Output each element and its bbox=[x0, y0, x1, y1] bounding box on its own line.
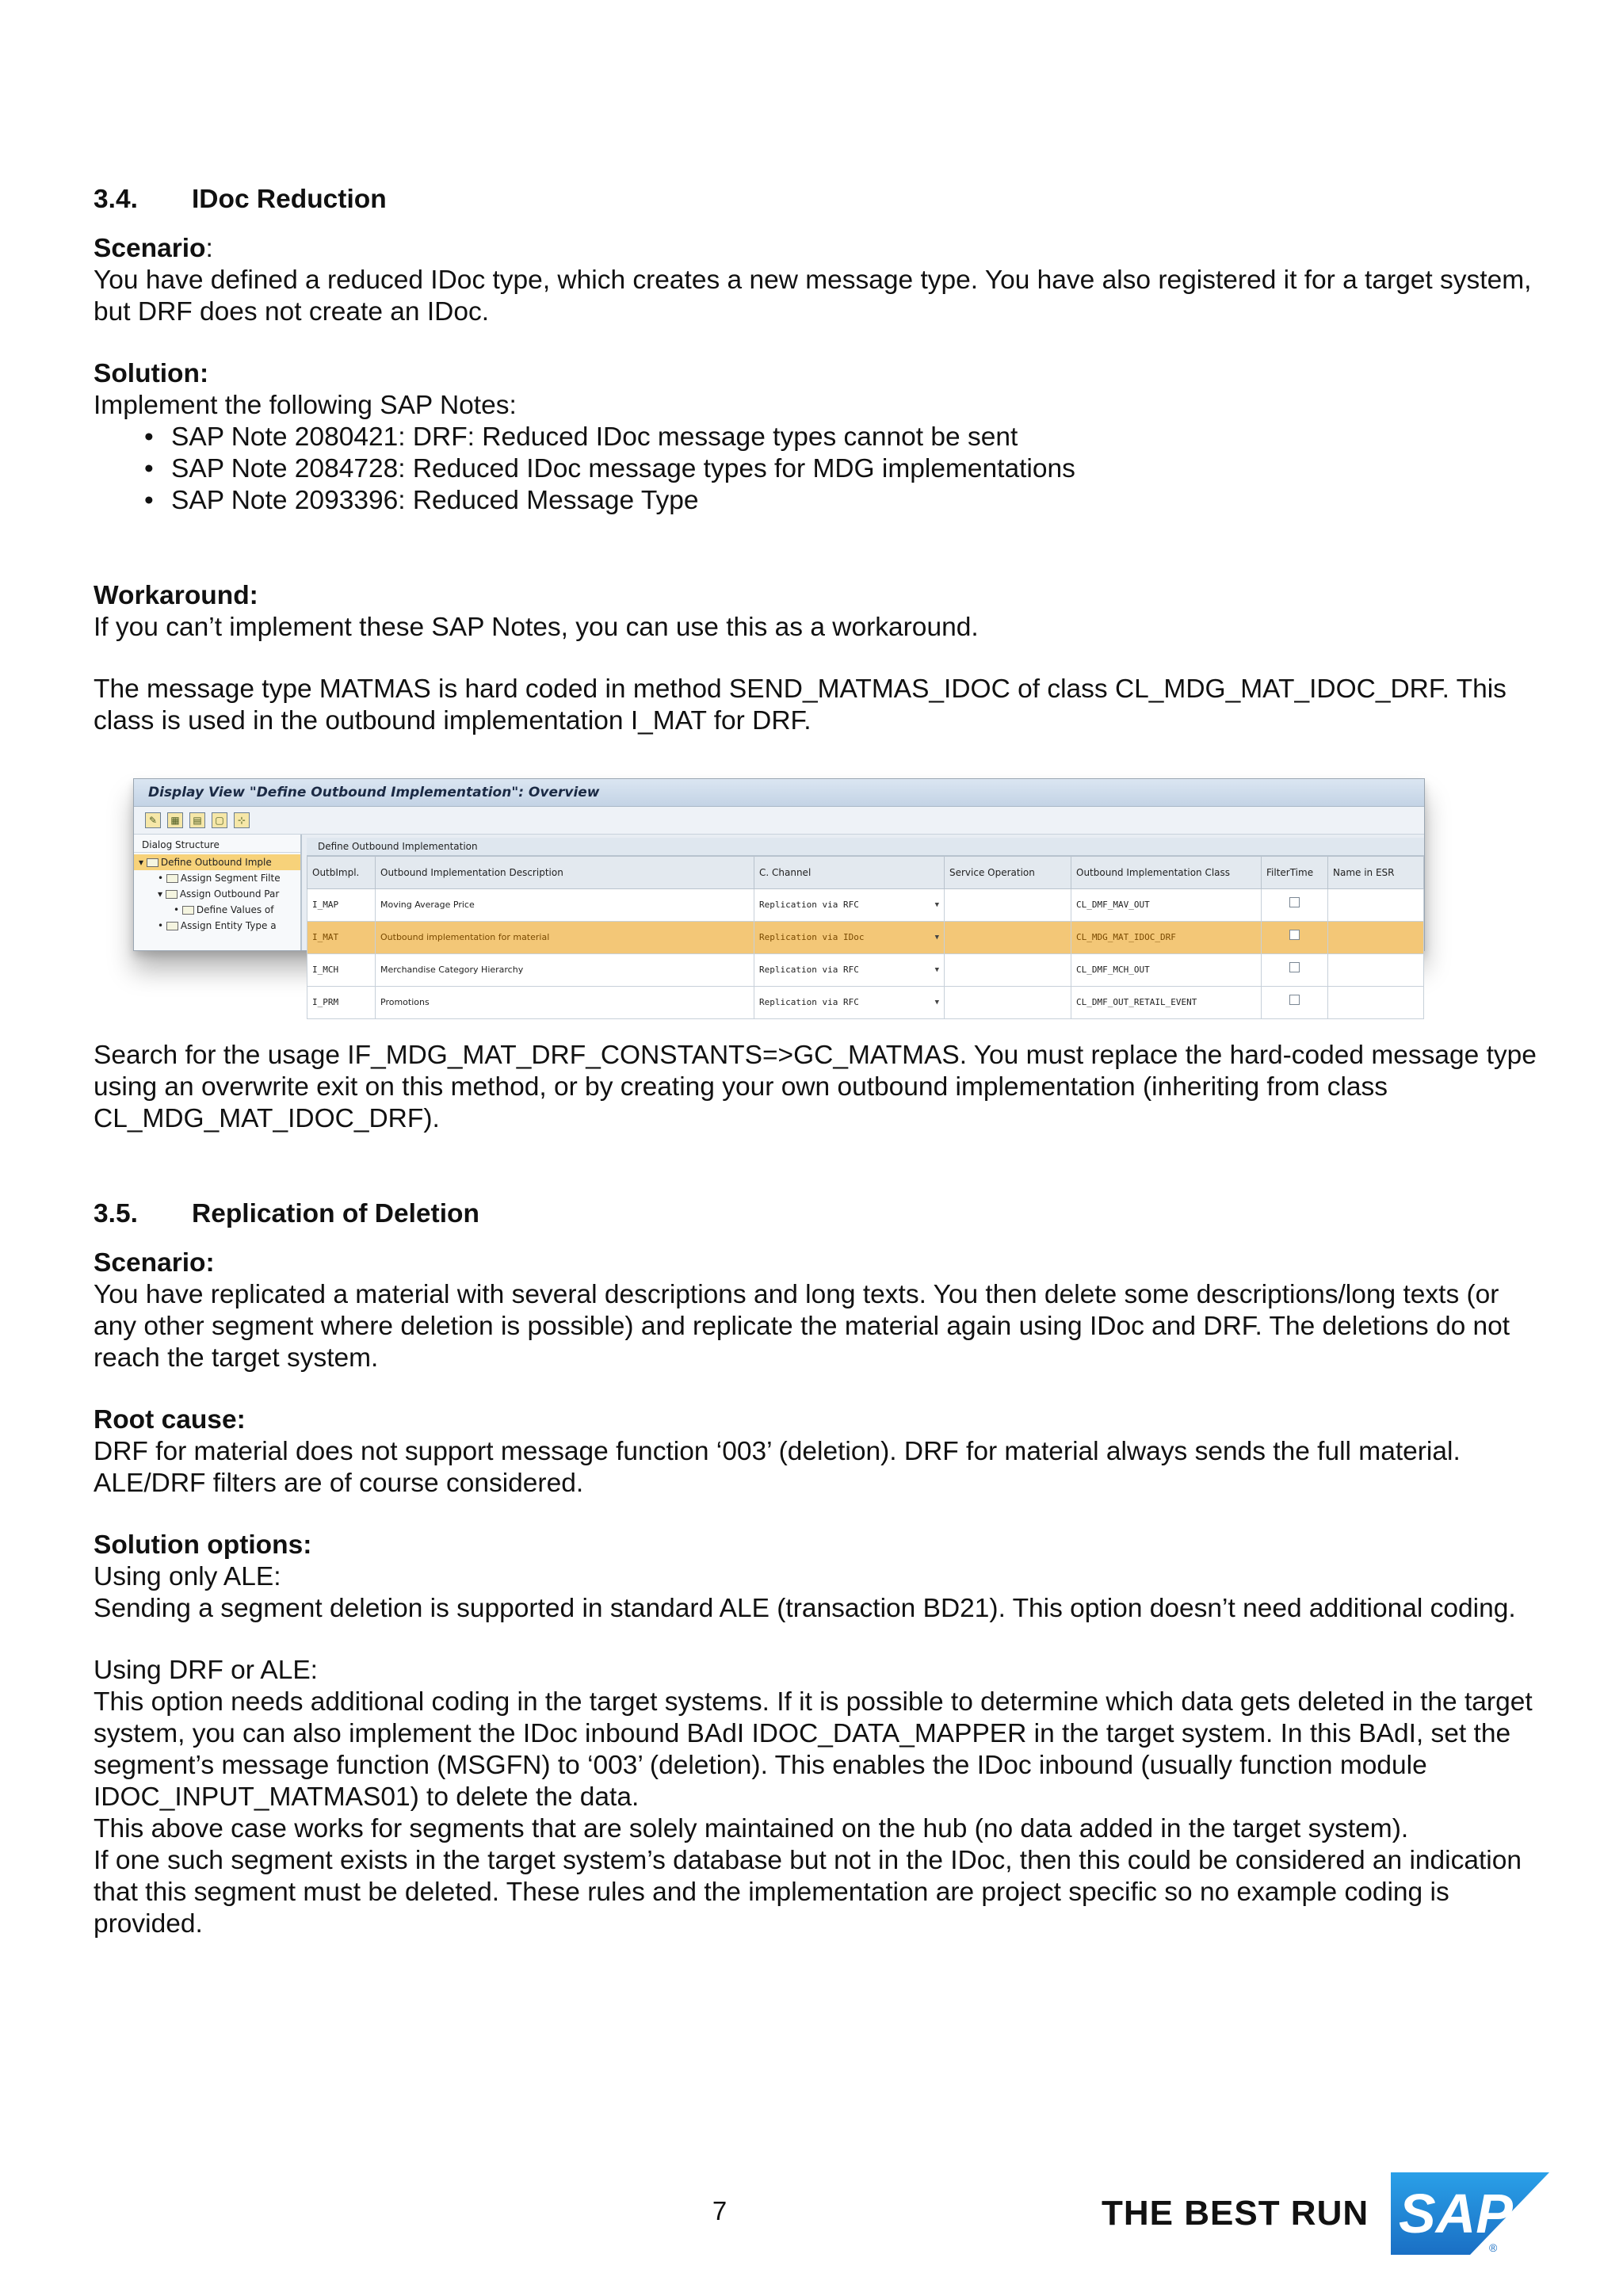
deselect-all-icon[interactable]: ▢ bbox=[212, 812, 227, 828]
workaround-text: If you can’t implement these SAP Notes, you can use this as a workaround. bbox=[94, 613, 979, 642]
tree-node[interactable]: • Define Values of bbox=[174, 904, 274, 915]
solution-options-label: Solution options: bbox=[94, 1530, 312, 1560]
select-block-icon[interactable]: ▤ bbox=[189, 812, 205, 828]
drf-option-title: Using DRF or ALE: bbox=[94, 1656, 318, 1685]
implementation-table bbox=[307, 856, 1424, 1019]
scenario-label: Scenario: bbox=[94, 1248, 215, 1278]
ale-option-title: Using only ALE: bbox=[94, 1562, 281, 1591]
section-title: IDoc Reduction bbox=[192, 185, 387, 214]
after-screenshot-text: Search for the usage IF_MDG_MAT_DRF_CONSTANTS=>GC_MATMAS. You must replace the hard-coded message type using an overwrite exit on this method, or by creating your own outbound implementation (inheriting from class CL_MDG_MAT_IDOC_DRF). bbox=[94, 1041, 1537, 1133]
list-item: • SAP Note 2080421: DRF: Reduced IDoc message types cannot be sent bbox=[94, 422, 1544, 453]
drf-option-text: This option needs additional coding in the target systems. If it is possible to determine which data gets deleted in the target system, you can also implement the IDoc inbound BAdI IDOC_DATA_MAPPER in the target system. In this BAdI, set the segment’s message function (MSGFN) to ‘003’ (deletion). This enables the IDoc inbound (usually function module IDOC_INPUT_MATMAS01) to delete the data. bbox=[94, 1687, 1533, 1812]
table-header-row bbox=[307, 857, 1424, 889]
section-number: 3.4. bbox=[94, 185, 138, 214]
column-header[interactable]: Name in ESR bbox=[1328, 857, 1424, 889]
dropdown-icon[interactable]: ▼ bbox=[934, 999, 939, 1007]
scenario-colon: : bbox=[205, 234, 213, 263]
scenario-label-line bbox=[94, 233, 1544, 265]
root-cause-label: Root cause: bbox=[94, 1405, 246, 1435]
scenario-label: Scenario bbox=[94, 234, 206, 263]
section-heading bbox=[94, 1198, 1544, 1230]
table-row[interactable]: I_PRM Promotions Replication via RFC ▼ CL_DMF_OUT_RETAIL_EVENT bbox=[307, 987, 1424, 1019]
column-header[interactable]: C. Channel bbox=[754, 857, 945, 889]
channel-cell[interactable]: Replication via RFC ▼ bbox=[754, 889, 945, 922]
channel-cell[interactable]: Replication via RFC ▼ bbox=[754, 987, 945, 1019]
expand-icon: ▾ bbox=[158, 888, 166, 900]
table-row[interactable]: I_MCH Merchandise Category Hierarchy Replication via RFC ▼ CL_DMF_MCH_OUT bbox=[307, 954, 1424, 987]
channel-cell[interactable]: Replication via RFC ▼ bbox=[754, 954, 945, 987]
table-row[interactable]: I_MAP Moving Average Price Replication via RFC ▼ CL_DMF_MAV_OUT bbox=[307, 889, 1424, 922]
list-item: • SAP Note 2093396: Reduced Message Type bbox=[94, 485, 1544, 517]
tree-node[interactable]: • Assign Segment Filte bbox=[158, 873, 281, 884]
section-title: Replication of Deletion bbox=[192, 1199, 479, 1228]
grid-area bbox=[302, 835, 1424, 1007]
section-heading bbox=[94, 184, 1544, 216]
bullet-icon: • bbox=[158, 873, 166, 884]
folder-icon bbox=[166, 874, 178, 883]
filter-time-checkbox[interactable] bbox=[1289, 930, 1300, 940]
sap-logo-text: SAP bbox=[1399, 2183, 1514, 2244]
toolbar bbox=[134, 807, 1424, 835]
sap-logo-icon bbox=[1391, 2172, 1549, 2255]
drf-option-text-2: This above case works for segments that are solely maintained on the hub (no data added in the target system). bbox=[94, 1814, 1409, 1843]
folder-icon bbox=[166, 922, 178, 930]
folder-icon bbox=[182, 906, 194, 915]
folder-icon bbox=[166, 890, 178, 899]
page-number: 7 bbox=[712, 2196, 727, 2225]
folder-icon bbox=[147, 858, 158, 867]
sap-notes-list bbox=[94, 422, 1544, 517]
sap-brand bbox=[1102, 2172, 1549, 2255]
registered-mark: ® bbox=[1489, 2241, 1498, 2254]
section-number: 3.5. bbox=[94, 1199, 138, 1228]
window-title: Display View "Define Outbound Implementation": Overview bbox=[134, 779, 1424, 807]
filter-time-checkbox[interactable] bbox=[1289, 897, 1300, 907]
column-header[interactable]: Outbound Implementation Class bbox=[1071, 857, 1262, 889]
workaround-label: Workaround: bbox=[94, 581, 258, 610]
tree-header: Dialog Structure bbox=[134, 838, 300, 853]
expand-icon: ▾ bbox=[139, 857, 147, 868]
tree-node[interactable]: ▾ Assign Outbound Par bbox=[158, 888, 280, 900]
filter-time-checkbox[interactable] bbox=[1289, 995, 1300, 1005]
drf-option-text-3: If one such segment exists in the target system’s database but not in the IDoc, then this could be considered an indication that this segment must be deleted. These rules and the implementation are project specific so no example coding is provided. bbox=[94, 1846, 1522, 1939]
screenshot-figure bbox=[94, 778, 1544, 1016]
column-header[interactable]: OutbImpl. bbox=[307, 857, 376, 889]
brand-tagline: THE BEST RUN bbox=[1102, 2194, 1369, 2233]
channel-cell[interactable]: Replication via IDoc ▼ bbox=[754, 922, 945, 954]
select-all-icon[interactable]: ▦ bbox=[167, 812, 183, 828]
scenario-text: You have replicated a material with several descriptions and long texts. You then delete some descriptions/long texts (or any other segment where deletion is possible) and replicate the material again using IDoc and DRF. The deletions do not reach the target system. bbox=[94, 1280, 1510, 1373]
column-header[interactable]: FilterTime bbox=[1262, 857, 1328, 889]
table-row-selected[interactable]: I_MAT Outbound implementation for material Replication via IDoc ▼ CL_MDG_MAT_IDOC_DRF bbox=[307, 922, 1424, 954]
column-header[interactable]: Service Operation bbox=[945, 857, 1071, 889]
scenario-text: You have defined a reduced IDoc type, which creates a new message type. You have also registered it for a target system, but DRF does not create an IDoc. bbox=[94, 266, 1532, 327]
dropdown-icon[interactable]: ▼ bbox=[934, 901, 939, 909]
solution-intro: Implement the following SAP Notes: bbox=[94, 391, 517, 420]
change-display-icon[interactable]: ✎ bbox=[145, 812, 161, 828]
solution-label: Solution: bbox=[94, 359, 209, 388]
screenshot-body bbox=[134, 835, 1424, 1007]
dialog-structure-tree bbox=[134, 835, 302, 950]
bullet-icon: • bbox=[174, 904, 182, 915]
sap-gui-screenshot bbox=[133, 778, 1425, 1007]
workaround-text-2: The message type MATMAS is hard coded in method SEND_MATMAS_IDOC of class CL_MDG_MAT_IDOC_DRF. This class is used in the outbound implementation I_MAT for DRF. bbox=[94, 674, 1507, 735]
filter-time-checkbox[interactable] bbox=[1289, 962, 1300, 972]
list-item: • SAP Note 2084728: Reduced IDoc message types for MDG implementations bbox=[94, 453, 1544, 485]
tree-node[interactable]: • Assign Entity Type a bbox=[158, 920, 277, 931]
dropdown-icon[interactable]: ▼ bbox=[934, 966, 939, 974]
grid-title: Define Outbound Implementation bbox=[307, 838, 1424, 856]
hierarchy-icon[interactable]: ⊹ bbox=[234, 812, 250, 828]
root-cause-text: DRF for material does not support message function ‘003’ (deletion). DRF for material always sends the full material. ALE/DRF filters are of course considered. bbox=[94, 1437, 1461, 1498]
column-header[interactable]: Outbound Implementation Description bbox=[376, 857, 754, 889]
bullet-icon: • bbox=[158, 920, 166, 931]
page-content bbox=[94, 184, 1544, 1940]
dropdown-icon[interactable]: ▼ bbox=[934, 934, 939, 942]
tree-node[interactable]: ▾ Define Outbound Imple bbox=[134, 854, 300, 870]
ale-option-text: Sending a segment deletion is supported in standard ALE (transaction BD21). This option doesn’t need additional coding. bbox=[94, 1594, 1516, 1623]
